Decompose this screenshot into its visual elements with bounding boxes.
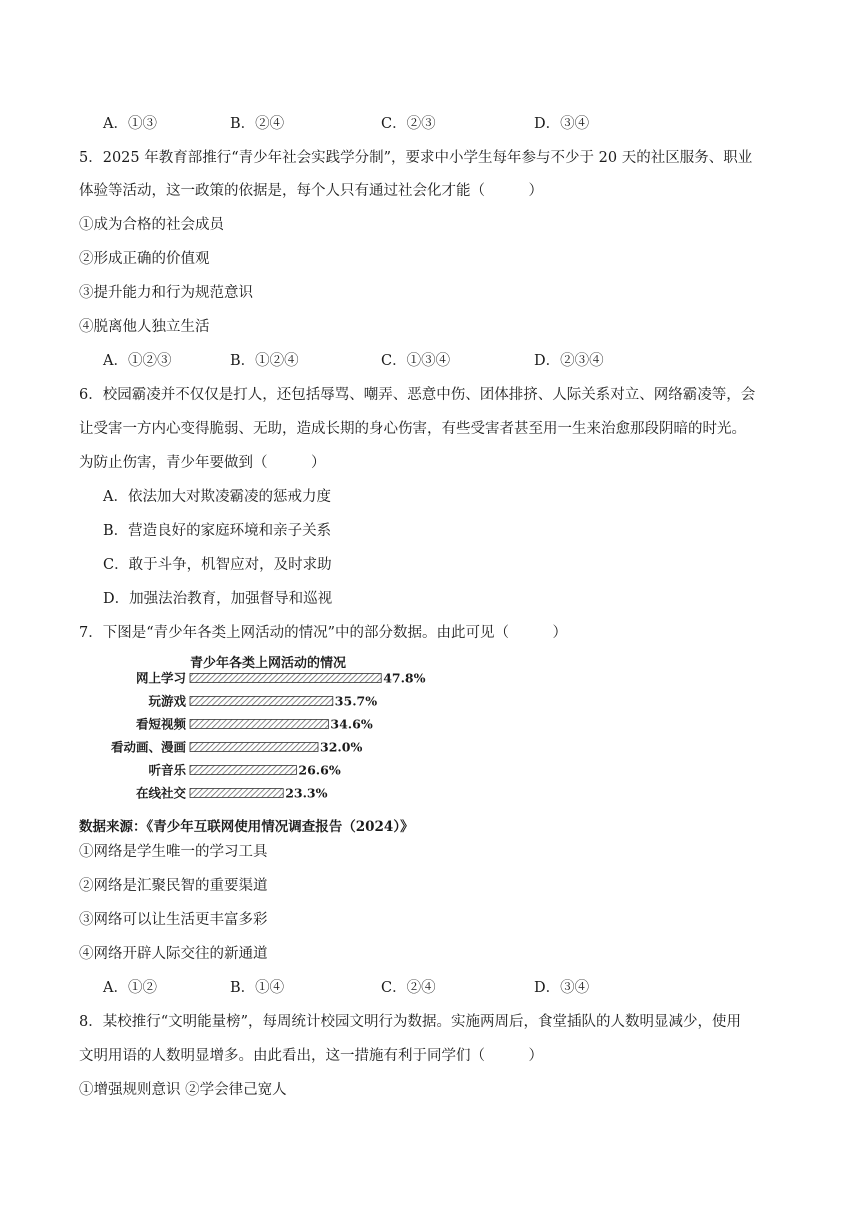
bar-value-label: 34.6% xyxy=(330,716,373,732)
bar-category-label: 看短视频 xyxy=(135,716,186,732)
bar xyxy=(190,697,333,706)
q7-option-d[interactable]: D．③④ xyxy=(534,980,590,996)
q4-option-d[interactable]: D．③④ xyxy=(534,116,590,132)
q5-option-b[interactable]: B．①②④ xyxy=(230,353,299,369)
q7-item-3: ③网络可以让生活更丰富多彩 xyxy=(79,912,268,928)
bar-category-label: 看动画、漫画 xyxy=(110,739,186,755)
q4-option-c[interactable]: C．②③ xyxy=(381,116,436,132)
bar-value-label: 35.7% xyxy=(334,693,378,709)
q5-option-c[interactable]: C．①③④ xyxy=(381,353,451,369)
q5-stem-line2: 体验等活动，这一政策的依据是，每个人只有通过社会化才能（ ） xyxy=(79,183,543,199)
q4-options xyxy=(0,114,868,134)
bar-category-label: 听音乐 xyxy=(148,762,186,778)
bar-value-label: 32.0% xyxy=(320,739,363,755)
bar-value-label: 23.3% xyxy=(285,785,328,801)
q7-option-b[interactable]: B．①④ xyxy=(230,980,285,996)
q7-item-1: ①网络是学生唯一的学习工具 xyxy=(79,844,268,860)
bar-category-label: 玩游戏 xyxy=(148,693,186,709)
bar-value-label: 47.8% xyxy=(383,670,426,686)
bar xyxy=(190,720,328,729)
q5-stem-line1: 5．2025 年教育部推行“青少年社会实践学分制”，要求中小学生每年参与不少于 20 天的社区服务、职业 xyxy=(79,150,753,166)
bar xyxy=(190,766,296,775)
q8-stem-line2: 文明用语的人数明显增多。由此看出，这一措施有利于同学们（ ） xyxy=(79,1048,543,1064)
q5-option-d[interactable]: D．②③④ xyxy=(534,353,604,369)
q7-options xyxy=(0,978,868,998)
q7-option-c[interactable]: C．②④ xyxy=(381,980,436,996)
q7-item-2: ②网络是汇聚民智的重要渠道 xyxy=(79,878,268,894)
q6-stem-line2: 让受害一方内心变得脆弱、无助，造成长期的身心伤害，有些受害者甚至用一生来治愈那段阴暗的时光。 xyxy=(79,421,746,437)
q7-item-4: ④网络开辟人际交往的新通道 xyxy=(79,946,268,962)
q6-option-c[interactable]: C．敢于斗争，机智应对，及时求助 xyxy=(103,557,332,573)
bar xyxy=(190,789,283,798)
chart-source: 数据来源：《青少年互联网使用情况调查报告（2024）》 xyxy=(79,819,414,835)
q4-option-b[interactable]: B．②④ xyxy=(230,116,285,132)
q6-stem-line3: 为防止伤害，青少年要做到（ ） xyxy=(79,455,326,471)
q7-option-a[interactable]: A．①② xyxy=(103,980,157,996)
q5-option-a[interactable]: A．①②③ xyxy=(103,353,172,369)
q5-item-3: ③提升能力和行为规范意识 xyxy=(79,285,253,301)
chart-title: 青少年各类上网活动的情况 xyxy=(190,656,347,671)
q8-items-line: ①增强规则意识 ②学会律己宽人 xyxy=(79,1082,287,1098)
q4-option-a[interactable]: A．①③ xyxy=(103,116,157,132)
activity-bar-chart xyxy=(100,670,460,810)
q8-stem-line1: 8．某校推行“文明能量榜”，每周统计校园文明行为数据。实施两周后，食堂插队的人数明显减少，使用 xyxy=(79,1014,742,1030)
bar-category-label: 在线社交 xyxy=(135,785,186,801)
q7-stem: 7．下图是“青少年各类上网活动的情况”中的部分数据。由此可见（ ） xyxy=(79,625,568,641)
q6-option-d[interactable]: D．加强法治教育，加强督导和巡视 xyxy=(103,591,333,607)
bar xyxy=(190,674,381,683)
q5-item-4: ④脱离他人独立生活 xyxy=(79,319,210,335)
q5-item-1: ①成为合格的社会成员 xyxy=(79,217,224,233)
q6-option-b[interactable]: B．营造良好的家庭环境和亲子关系 xyxy=(103,523,332,539)
bar-value-label: 26.6% xyxy=(298,762,341,778)
q6-stem-line1: 6．校园霸凌并不仅仅是打人，还包括辱骂、嘲弄、恶意中伤、团体排挤、人际关系对立、网络霸凌等，会 xyxy=(79,387,756,403)
q6-option-a[interactable]: A．依法加大对欺凌霸凌的惩戒力度 xyxy=(103,489,331,505)
q5-options xyxy=(0,351,868,371)
q5-item-2: ②形成正确的价值观 xyxy=(79,251,210,267)
bar xyxy=(190,743,318,752)
bar-category-label: 网上学习 xyxy=(135,670,186,686)
